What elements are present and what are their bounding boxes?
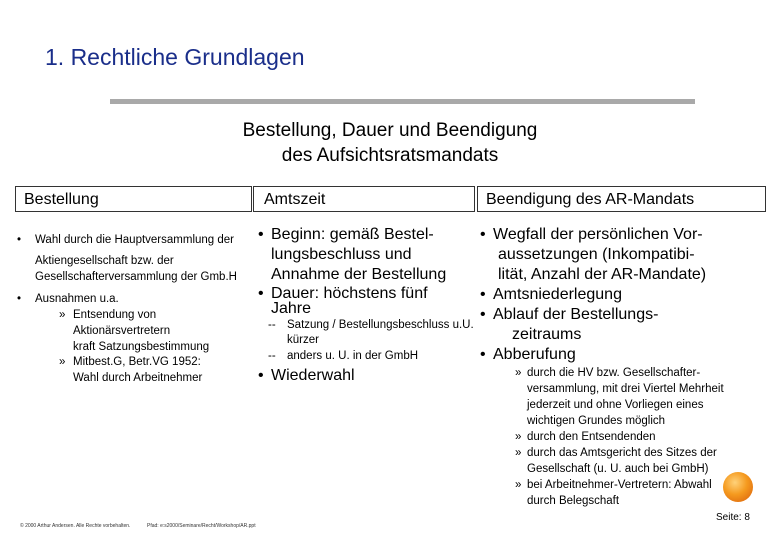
col1-subitem-text: Wahl durch Arbeitnehmer xyxy=(73,372,203,384)
col1-subitem-text: Aktionärsvertretern xyxy=(73,325,171,337)
company-logo-icon xyxy=(723,472,753,502)
column-header-bestellung: Bestellung xyxy=(15,186,252,212)
col2-item-text: Jahre xyxy=(271,300,312,317)
dash-symbol: -- xyxy=(268,319,276,331)
col3-subitem-text: bei Arbeitnehmer-Vertretern: Abwahl xyxy=(527,479,712,491)
subbullet-symbol: » xyxy=(515,479,522,491)
col2-item-text: Wiederwahl xyxy=(271,367,355,384)
col3-item-text: Abberufung xyxy=(493,346,576,363)
bullet-symbol: • xyxy=(480,286,486,303)
col1-item-text: Wahl durch die Hauptversammlung der xyxy=(35,234,234,246)
col3-item-text: aussetzungen (Inkompatibi- xyxy=(498,246,695,263)
col1-subitem-text: Mitbest.G, Betr.VG 1952: xyxy=(73,356,201,368)
col1-item-text: Gesellschafterversammlung der Gmb.H xyxy=(35,271,237,283)
col3-item-text: Amtsniederlegung xyxy=(493,286,622,303)
bullet-symbol: • xyxy=(480,306,486,323)
col3-item-text: zeitraums xyxy=(512,326,582,343)
title-divider xyxy=(110,99,695,104)
col3-item-text: Wegfall der persönlichen Vor- xyxy=(493,226,703,243)
bullet-symbol: • xyxy=(258,226,264,243)
col2-item-text: Dauer: höchstens fünf xyxy=(271,285,428,302)
column-header-amtszeit: Amtszeit xyxy=(253,186,475,212)
col2-subitem-text: anders u. U. in der GmbH xyxy=(287,350,419,362)
col3-subitem-text: durch das Amtsgericht des Sitzes der xyxy=(527,447,717,459)
col3-subitem-text: wichtigen Grundes möglich xyxy=(527,415,666,427)
subbullet-symbol: » xyxy=(515,447,522,459)
col3-item-text: Ablauf der Bestellungs- xyxy=(493,306,659,323)
page-number: Seite: 8 xyxy=(716,512,750,523)
col2-subitem-text: Satzung / Bestellungsbeschluss u.U. xyxy=(287,319,474,331)
slide-title: 1. Rechtliche Grundlagen xyxy=(45,44,305,70)
col3-item-text: lität, Anzahl der AR-Mandate) xyxy=(498,266,707,283)
col3-subitem-text: durch die HV bzw. Gesellschafter- xyxy=(527,367,701,379)
subbullet-symbol: » xyxy=(59,356,66,368)
bullet-symbol: • xyxy=(480,226,486,243)
subtitle-line: des Aufsichtsratsmandats xyxy=(281,145,499,166)
col3-subitem-text: versammlung, mit drei Viertel Mehrheit xyxy=(527,383,724,395)
bullet-symbol: • xyxy=(258,367,264,384)
col2-subitem-text: kürzer xyxy=(287,334,319,346)
subtitle-line: Bestellung, Dauer und Beendigung xyxy=(242,120,538,141)
bullet-symbol: • xyxy=(17,293,22,305)
col1-item-text: Ausnahmen u.a. xyxy=(35,293,119,305)
slide-subtitle xyxy=(150,118,630,168)
col1-item-text: Aktiengesellschaft bzw. der xyxy=(35,255,174,267)
subbullet-symbol: » xyxy=(515,431,522,443)
bullet-symbol: • xyxy=(258,285,264,302)
col2-item-text: Beginn: gemäß Bestel- xyxy=(271,226,434,243)
col3-subitem-text: Gesellschaft (u. U. auch bei GmbH) xyxy=(527,463,709,475)
footer-filepath: Pfad: e:s2000/Seminare/Recht/Workshop/AR.ppt xyxy=(147,523,256,529)
col1-subitem-text: Entsendung von xyxy=(73,309,157,321)
col1-subitem-text: kraft Satzungsbestimmung xyxy=(73,341,210,353)
subbullet-symbol: » xyxy=(59,309,66,321)
dash-symbol: -- xyxy=(268,350,276,362)
col2-item-text: Annahme der Bestellung xyxy=(271,266,447,283)
col3-subitem-text: jederzeit und ohne Vorliegen eines xyxy=(527,399,704,411)
column-header-beendigung: Beendigung des AR-Mandats xyxy=(477,186,766,212)
footer-copyright: © 2000 Arthur Andersen. Alle Rechte vorbehalten. xyxy=(20,523,131,529)
bullet-symbol: • xyxy=(17,234,22,246)
col2-item-text: lungsbeschluss und xyxy=(271,246,412,263)
col3-subitem-text: durch den Entsendenden xyxy=(527,431,656,443)
subbullet-symbol: » xyxy=(515,367,522,379)
col3-subitem-text: durch Belegschaft xyxy=(527,495,620,507)
bullet-symbol: • xyxy=(480,346,486,363)
